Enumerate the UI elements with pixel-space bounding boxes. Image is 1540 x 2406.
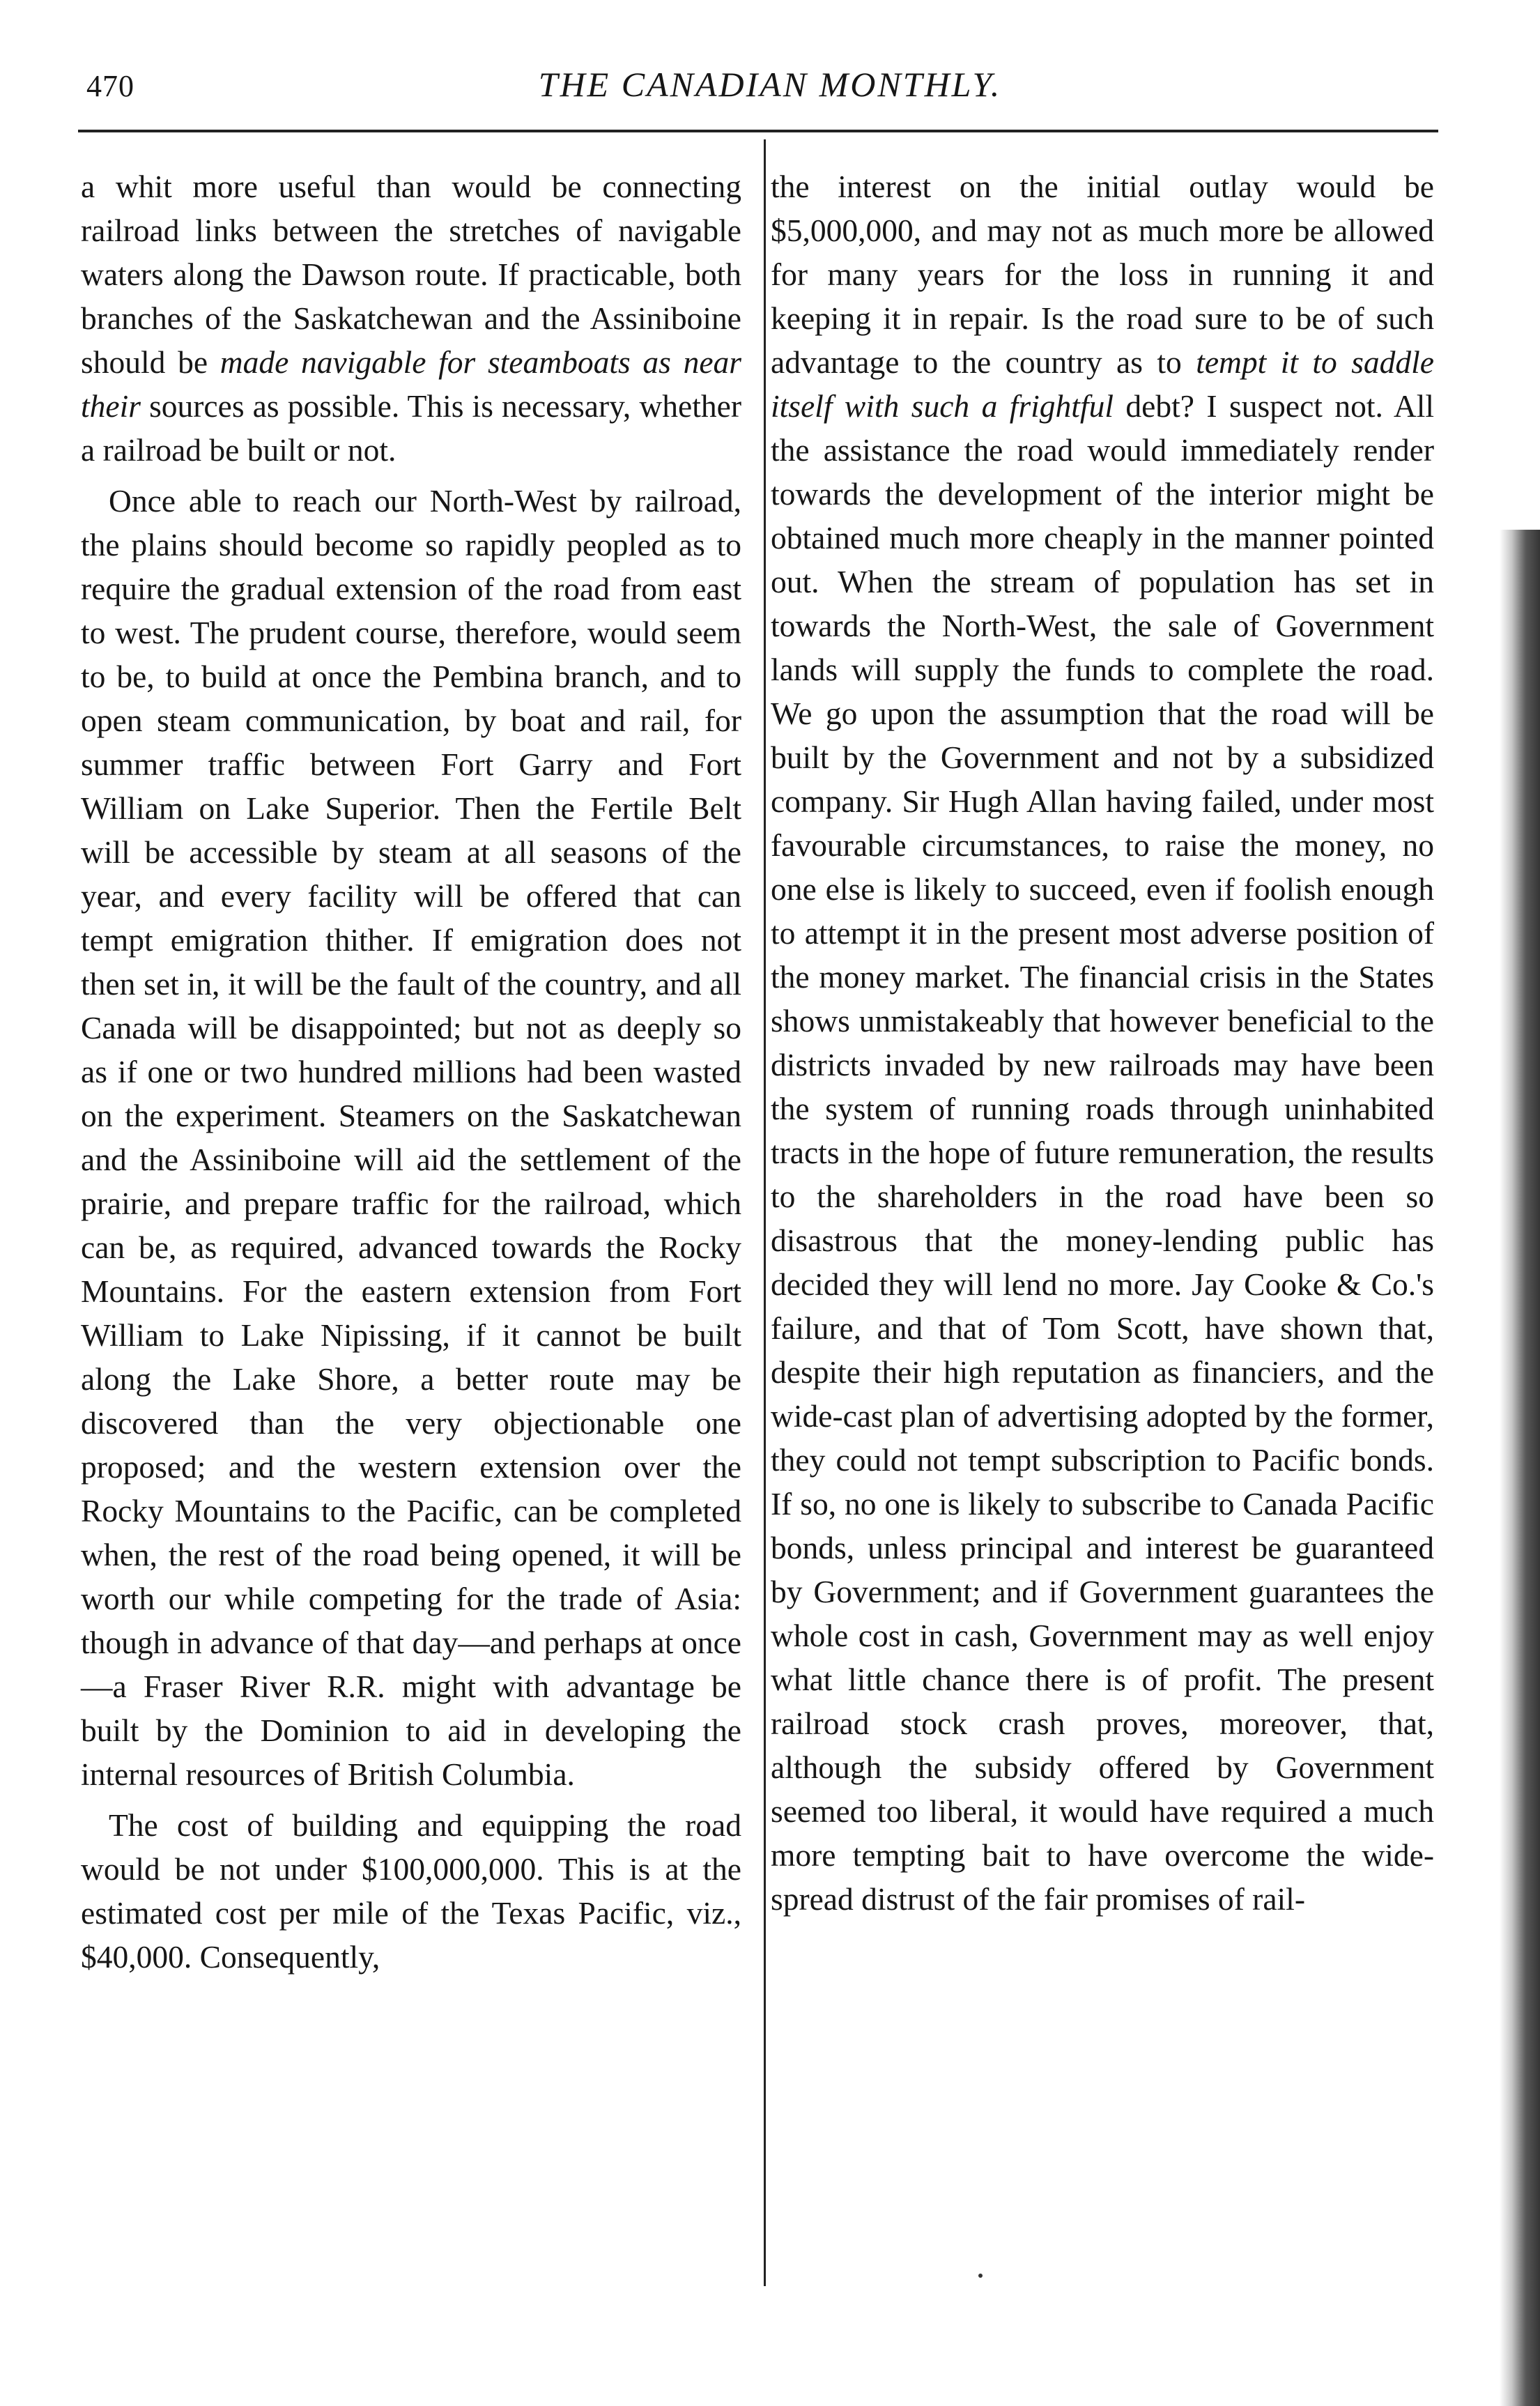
left-paragraph-3: The cost of building and equipping the road would be not under $100,000,000. This is at the estimated cost per mile of the Texas Pacific, viz., $40,000. Consequently, bbox=[81, 1807, 741, 1975]
left-paragraph-1-text: a whit more useful than would be connecting railroad links between the stretches of navigable waters along the Dawson route. If practicable, both branches of the Saskatchewan and the Assiniboine should be bbox=[81, 169, 741, 380]
header-rule bbox=[78, 130, 1438, 132]
right-paragraph-1-end: debt? I suspect not. All the assistance the road would immediately render towards the development of the interior might be obtained much more cheaply in the manner pointed out. When the stream of population has set in towards the North-West, the sale of Government lands will supply the funds to complete the road. We go upon the assumption that the road will be built by the Government and not by a subsidized company. Sir Hugh Allan having failed, under most favourable circumstances, to raise the money, no one else is likely to succeed, even if foolish enough to attempt it in the present most adverse position of the money market. The financial crisis in the States shows unmistakeably that however beneficial to the districts invaded by new railroads may have been the system of running roads through uninhabited tracts in the hope of future remuneration, the results to the shareholders in the road have been so disastrous that the money-lending public has decided they will lend no more. Jay Cooke & Co.'s failure, and that of Tom Scott, have shown that, despite their high reputation as financiers, and the wide-cast plan of advertising adopted by the former, they could not tempt subscription to Pacific bonds. If so, no one is likely to subscribe to Canada Pacific bonds, unless principal and interest be guaranteed by Government; and if Government guarantees the whole cost in cash, Government may as well enjoy what little chance there is of profit. The present railroad stock crash proves, moreover, that, although the subsidy offered by Government seemed too liberal, it would have required a much more tempting bait to have overcome the wide-spread distrust of the fair promises of rail- bbox=[771, 388, 1434, 1917]
right-paragraph-1-text: the interest on the initial outlay would be $5,000,000, and may not as much more be allowed for many years for the loss in running it and keeping it in repair. Is the road sure to be of such advantage to the country as to bbox=[771, 169, 1434, 380]
left-paragraph-1 bbox=[81, 164, 741, 472]
running-head: THE CANADIAN MONTHLY. bbox=[538, 65, 1002, 104]
left-paragraph-1-italic: made navigable for steamboats as near their bbox=[81, 344, 742, 424]
left-column bbox=[81, 164, 741, 1979]
left-paragraph-1-end: sources as possible. This is necessary, whether a railroad be built or not. bbox=[81, 388, 741, 468]
page-edge-shadow bbox=[1500, 530, 1540, 2406]
right-paragraph-1 bbox=[771, 164, 1434, 1921]
right-paragraph-1-italic: tempt it to saddle itself with such a frightful bbox=[771, 344, 1434, 424]
right-column bbox=[771, 164, 1434, 1921]
page-number: 470 bbox=[86, 69, 134, 103]
ink-speck bbox=[978, 2274, 983, 2278]
left-paragraph-2: Once able to reach our North-West by railroad, the plains should become so rapidly peopled as to require the gradual extension of the road from east to west. The prudent course, therefore, would seem to be, to build at once the Pembina branch, and to open steam communication, by boat and rail, for summer traffic between Fort Garry and Fort William on Lake Superior. Then the Fertile Belt will be accessible by steam at all seasons of the year, and every facility will be offered that can tempt emigration thither. If emigration does not then set in, it will be the fault of the country, and all Canada will be disappointed; but not as deeply so as if one or two hundred millions had been wasted on the experiment. Steamers on the Saskatchewan and the Assiniboine will aid the settlement of the prairie, and prepare traffic for the railroad, which can be, as required, advanced towards the Rocky Mountains. For the eastern extension from Fort William to Lake Nipissing, if it cannot be built along the Lake Shore, a better route may be discovered than the very objectionable one proposed; and the western extension over the Rocky Mountains to the Pacific, can be completed when, the rest of the road being opened, it will be worth our while competing for the trade of Asia: though in advance of that day—and perhaps at once—a Fraser River R.R. might with advantage be built by the Dominion to aid in developing the internal resources of British Columbia. bbox=[81, 483, 741, 1792]
column-divider bbox=[764, 139, 766, 2286]
